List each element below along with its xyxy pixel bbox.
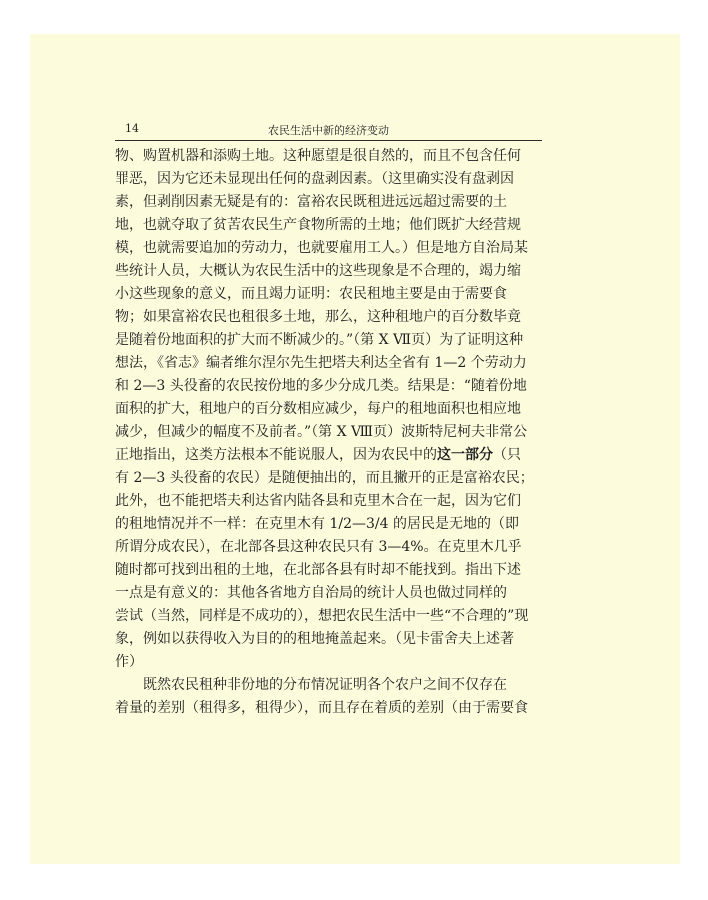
text-line: 罪恶，因为它还未显现出任何的盘剥因素。（这里确实没有盘剥因 [115, 171, 514, 187]
emphasized-text: 这一部分 [437, 447, 493, 463]
text-segment: 正地指出，这类方法根本不能说服人，因为农民中的 [115, 447, 437, 463]
paragraph-2 [115, 674, 545, 720]
running-title: 农民生活中新的经济变动 [268, 124, 389, 137]
text-line: 着量的差别（租得多，租得少），而且存在着质的差别（由于需要食 [115, 700, 528, 716]
text-line: 既然农民租种非份地的分布情况证明各个农户之间不仅存在 [143, 677, 507, 693]
text-line: 一点是有意义的：其他各省地方自治局的统计人员也做过同样的 [115, 585, 507, 601]
text-line: 和 2—3 头役畜的农民按份地的多少分成几类。结果是：“随着份地 [115, 378, 527, 394]
page-number: 14 [125, 122, 139, 135]
text-line: 的租地情况并不一样：在克里木有 1/2—3/4 的居民是无地的（即 [115, 516, 519, 532]
text-line: 尝试（当然，同样是不成功的），想把农民生活中一些“不合理的”现 [115, 608, 529, 624]
text-line-with-emphasis [115, 444, 545, 467]
text-line: 物、购置机器和添购土地。这种愿望是很自然的，而且不包含任何 [115, 148, 521, 164]
text-line: 模，也就需要追加的劳动力，也就要雇用工人。）但是地方自治局某 [115, 240, 528, 256]
text-line: 所谓分成农民），在北部各县这种农民只有 3—4%。在克里木几乎 [115, 539, 522, 555]
text-line: 素，但剥削因素无疑是有的：富裕农民既租进远远超过需要的土 [115, 194, 507, 210]
text-line: 是随着份地面积的扩大而不断减少的。”（第 X Ⅶ页）为了证明这种 [115, 332, 524, 348]
text-line: 小这些现象的意义，而且竭力证明：农民租地主要是由于需要食 [115, 286, 507, 302]
text-line: 地，也就夺取了贫苦农民生产食物所需的土地；他们既扩大经营规 [115, 217, 521, 233]
text-line: 此外，也不能把塔夫利达省内陆各县和克里木合在一起，因为它们 [115, 493, 521, 509]
text-line: 有 2—3 头役畜的农民）是随便抽出的，而且撇开的正是富裕农民； [115, 470, 534, 486]
text-line: 象，例如以获得收入为目的的租地掩盖起来。（见卡雷舍夫上述著 [115, 631, 514, 647]
paragraph-1 [115, 145, 545, 674]
text-line: 作） [115, 654, 143, 670]
text-line: 些统计人员，大概认为农民生活中的这些现象是不合理的，竭力缩 [115, 263, 521, 279]
text-line: 物；如果富裕农民也租很多土地，那么，这种租地户的百分数毕竟 [115, 309, 521, 325]
text-line: 随时都可找到出租的土地，在北部各县有时却不能找到。指出下述 [115, 562, 521, 578]
running-header [115, 116, 542, 141]
text-segment: （只 [493, 447, 521, 463]
text-line: 减少，但减少的幅度不及前者。”（第 X Ⅷ页）波斯特尼柯夫非常公 [115, 424, 528, 440]
body-text [115, 145, 545, 720]
text-line: 想法，《省志》编者维尔涅尔先生把塔夫利达全省有 1—2 个劳动力 [115, 355, 527, 371]
text-line: 面积的扩大，租地户的百分数相应减少，每户的租地面积也相应地 [115, 401, 521, 417]
